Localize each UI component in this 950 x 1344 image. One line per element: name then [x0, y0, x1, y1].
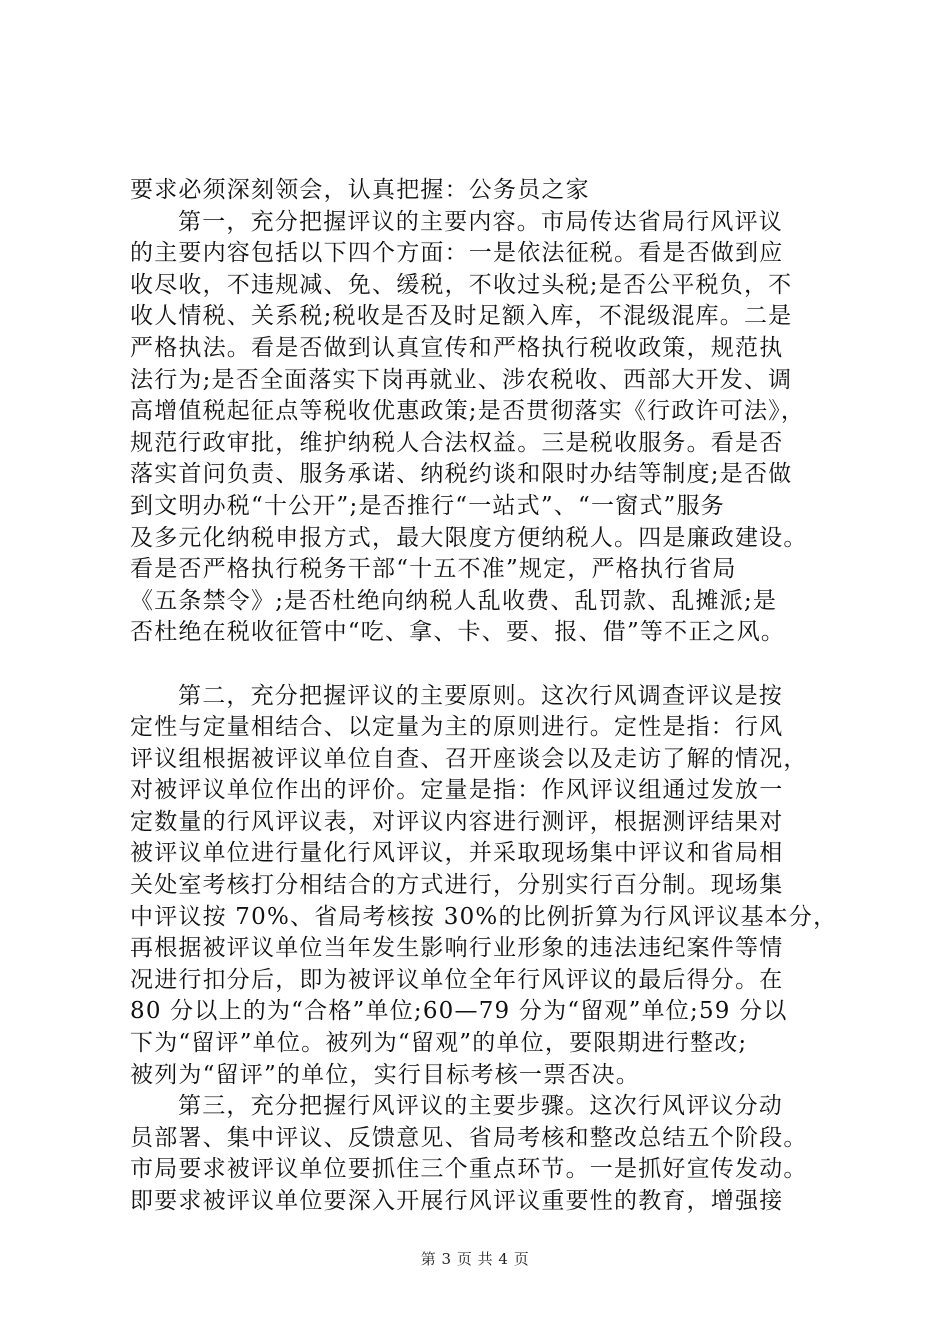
text-line: 中评议按 70%、省局考核按 30%的比例折算为行风评议基本分， [130, 903, 838, 930]
text-line: 第二，充分把握评议的主要原则。这次行风调查评议是按 [178, 682, 783, 709]
text-line: 规范行政审批，维护纳税人合法权益。三是税收服务。看是否 [130, 429, 784, 456]
text-line: 收人情税、关系税;税收是否及时足额入库，不混级混库。二是 [130, 303, 793, 330]
text-line: 评议组根据被评议单位自查、召开座谈会以及走访了解的情况， [130, 745, 808, 772]
text-line: 市局要求被评议单位要抓住三个重点环节。一是抓好宣传发动。 [130, 1156, 808, 1183]
text-line: 落实首问负责、服务承诺、纳税约谈和限时办结等制度;是否做 [130, 461, 793, 488]
text-line: 员部署、集中评议、反馈意见、省局考核和整改总结五个阶段。 [130, 1124, 808, 1151]
text-line: 第一，充分把握评议的主要内容。市局传达省局行风评议 [178, 208, 783, 235]
text-line: 到文明办税“十公开”;是否推行“一站式”、“一窗式”服务 [130, 492, 725, 519]
text-line: 80 分以上的为“合格”单位;60—79 分为“留观”单位;59 分以 [130, 998, 788, 1025]
text-line: 定性与定量相结合、以定量为主的原则进行。定性是指：行风 [130, 714, 784, 741]
text-line: 高增值税起征点等税收优惠政策;是否贯彻落实《行政许可法》， [130, 398, 806, 425]
text-line: 否杜绝在税收征管中“吃、拿、卡、要、报、借”等不正之风。 [130, 619, 786, 646]
text-line: 被评议单位进行量化行风评议，并采取现场集中评议和省局相 [130, 840, 784, 867]
text-line: 收尽收，不违规减、免、缓税，不收过头税;是否公平税负，不 [130, 271, 793, 298]
text-line: 法行为;是否全面落实下岗再就业、涉农税收、西部大开发、调 [130, 366, 793, 393]
text-line: 下为“留评”单位。被列为“留观”的单位，要限期进行整改; [130, 1030, 748, 1057]
text-line: 再根据被评议单位当年发生影响行业形象的违法违纪案件等情 [130, 935, 784, 962]
text-line: 第三，充分把握行风评议的主要步骤。这次行风评议分动 [178, 1093, 783, 1120]
paragraph-gap [130, 649, 850, 681]
text-line: 况进行扣分后，即为被评议单位全年行风评议的最后得分。在 [130, 966, 784, 993]
text-line: 关处室考核打分相结合的方式进行，分别实行百分制。现场集 [130, 872, 784, 899]
text-line: 《五条禁令》;是否杜绝向纳税人乱收费、乱罚款、乱摊派;是 [130, 587, 778, 614]
text-line: 即要求被评议单位要深入开展行风评议重要性的教育，增强接 [130, 1188, 784, 1214]
page-footer: 第 3 页 共 4 页 [420, 1250, 530, 1268]
text-line: 的主要内容包括以下四个方面：一是依法征税。看是否做到应 [130, 240, 784, 267]
text-line: 严格执法。看是否做到认真宣传和严格执行税收政策，规范执 [130, 334, 784, 361]
text-line: 看是否严格执行税务干部“十五不准”规定，严格执行省局 [130, 556, 737, 583]
text-line: 被列为“留评”的单位，实行目标考核一票否决。 [130, 1061, 640, 1088]
text-line: 定数量的行风评议表，对评议内容进行测评，根据测评结果对 [130, 808, 784, 835]
text-line: 对被评议单位作出的评价。定量是指：作风评议组通过发放一 [130, 777, 784, 804]
text-line: 及多元化纳税申报方式，最大限度方便纳税人。四是廉政建设。 [130, 524, 808, 551]
document-body [130, 175, 850, 1218]
text-line: 要求必须深刻领会，认真把握：公务员之家 [130, 177, 590, 203]
